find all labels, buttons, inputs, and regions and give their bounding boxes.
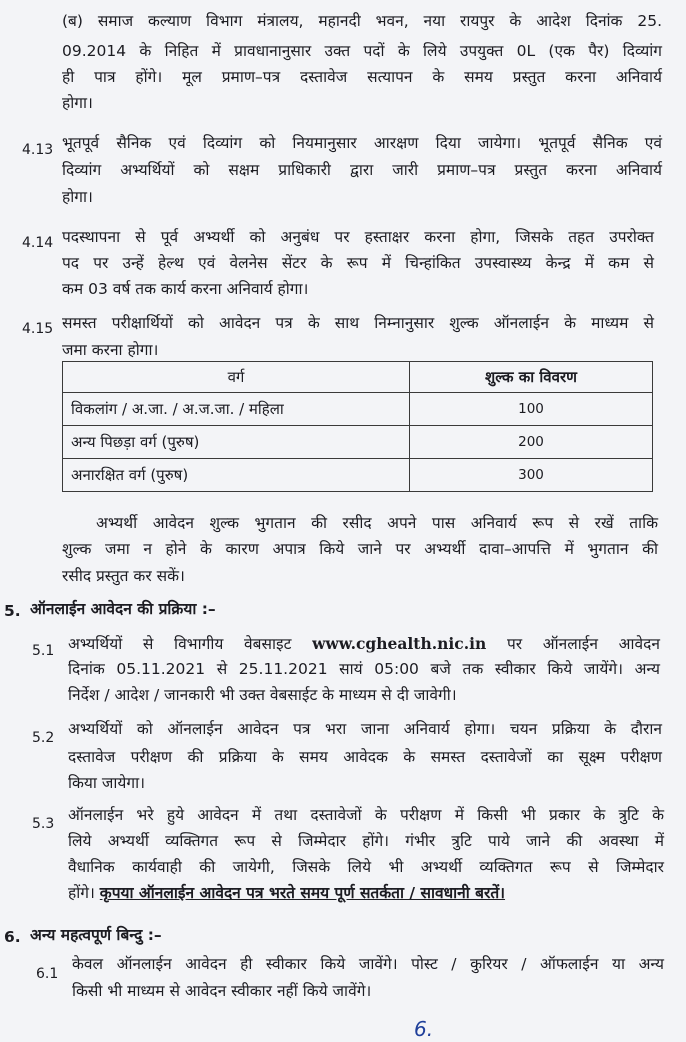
para-4-14-line-3: कम 03 वर्ष तक कार्य करना अनिवार्य होगा। <box>62 280 309 298</box>
para-b-line-3: ही पात्र होंगे। मूल प्रमाण–पत्र दस्तावेज सत्यापन के समय प्रस्तुत करना अनिवार्य <box>62 68 662 86</box>
para-5-1-line-3: निर्देश / आदेश / जानकारी भी उक्त वेबसाईट के माध्यम से दी जावेगी। <box>68 686 457 704</box>
section-5-title: ऑनलाईन आवेदन की प्रक्रिया :– <box>30 600 216 618</box>
section-6-number: 6. <box>4 928 21 946</box>
fee-amount-cell: 200 <box>410 426 653 459</box>
fee-table-header-fee: शुल्क का विवरण <box>410 362 653 393</box>
item-number-4-15: 4.15 <box>22 321 54 337</box>
website-url: www.cghealth.nic.in <box>312 634 487 653</box>
para-b-line-1: (ब) समाज कल्याण विभाग मंत्रालय, महानदी भवन, नया रायपुर के आदेश दिनांक 25. <box>62 12 662 30</box>
para-5-3-line-2: लिये अभ्यर्थी व्यक्तिगत रूप से जिम्मेदार होंगे। गंभीर त्रुटि पाये जाने की अवस्था में <box>68 832 664 850</box>
para-5-2-line-1: अभ्यर्थियों को ऑनलाईन आवेदन पत्र भरा जाना अनिवार्य होगा। चयन प्रक्रिया के दौरान <box>68 720 662 738</box>
para-4-13-line-1: भूतपूर्व सैनिक एवं दिव्यांग को नियमानुसार आरक्षण दिया जायेगा। भूतपूर्व सैनिक एवं <box>62 134 662 152</box>
para-4-13-line-2: दिव्यांग अभ्यर्थियों को सक्षम प्राधिकारी द्वारा जारी प्रमाण–पत्र प्रस्तुत करना अनिवार्य <box>62 161 662 179</box>
para-4-15-line-1: समस्त परीक्षार्थियों को आवेदन पत्र के साथ निम्नानुसार शुल्क ऑनलाईन के माध्यम से <box>62 314 654 332</box>
section-5-number: 5. <box>4 602 21 620</box>
table-row <box>63 393 653 426</box>
fee-table <box>62 361 653 492</box>
para-5-1-line-2: दिनांक 05.11.2021 से 25.11.2021 सायं 05:00 बजे तक स्वीकार किये जायेंगे। अन्य <box>68 660 660 678</box>
section-6-title: अन्य महत्वपूर्ण बिन्दु :– <box>30 926 162 944</box>
para-5-3-line-4 <box>68 882 505 905</box>
fee-note-line-1: अभ्यर्थी आवेदन शुल्क भुगतान की रसीद अपने पास अनिवार्य रूप से रखें ताकि <box>96 514 658 532</box>
para-4-13-line-3: होगा। <box>62 188 93 206</box>
para-5-1-line-1 <box>68 632 660 656</box>
table-row <box>63 426 653 459</box>
fee-amount-cell: 100 <box>410 393 653 426</box>
item-number-4-14: 4.14 <box>22 235 54 251</box>
fee-category-cell: विकलांग / अ.जा. / अ.ज.जा. / महिला <box>63 393 410 426</box>
para-5-3-line-3: वैधानिक कार्यवाही की जायेगी, जिसके लिये भी अभ्यर्थी व्यक्तिगत रूप से जिम्मेदार <box>68 858 664 876</box>
para-4-14-line-1: पदस्थापना से पूर्व अभ्यर्थी को अनुबंध पर हस्ताक्षर करना होगा, जिसके तहत उपरोक्त <box>62 228 654 246</box>
fee-category-cell: अनारक्षित वर्ग (पुरुष) <box>63 459 410 492</box>
fee-note-line-2: शुल्क जमा न होने के कारण अपात्र किये जाने पर अभ्यर्थी दावा–आपत्ति में भुगतान की <box>62 540 658 558</box>
para-5-2-line-3: किया जायेगा। <box>68 774 145 792</box>
para-5-1-text-b: पर ऑनलाईन आवेदन <box>506 635 660 653</box>
para-5-3-text-a: होंगे। <box>68 884 95 902</box>
caution-note: कृपया ऑनलाईन आवेदन पत्र भरते समय पूर्ण सतर्कता / सावधानी बरतें। <box>99 884 506 902</box>
para-5-3-line-1: ऑनलाईन भरे हुये आवेदन में तथा दस्तावेजों के परीक्षण में किसी भी प्रकार के त्रुटि के <box>68 806 664 824</box>
para-b-line-4: होगा। <box>62 94 93 112</box>
table-row <box>63 459 653 492</box>
fee-table-header-category: वर्ग <box>63 362 410 393</box>
para-6-1-line-2: किसी भी माध्यम से आवेदन स्वीकार नहीं किये जावेंगे। <box>72 982 372 1000</box>
para-6-1-line-1: केवल ऑनलाईन आवेदन ही स्वीकार किये जावेंगे। पोस्ट / कुरियर / ऑफलाईन या अन्य <box>72 955 664 973</box>
para-4-14-line-2: पद पर उन्हें हेल्थ एवं वेलनेस सेंटर के रूप में चिन्हांकित उपस्वास्थ्य केन्द्र में कम से <box>62 254 654 272</box>
fee-table-header-row <box>63 362 653 393</box>
para-b-line-2: 09.2014 के निहित में प्रावधानानुसार उक्त पदों के लिये उपयुक्त 0L (एक पैर) दिव्यांग <box>62 42 662 60</box>
item-number-5-2: 5.2 <box>32 730 55 746</box>
item-number-4-13: 4.13 <box>22 142 54 158</box>
para-4-15-line-2: जमा करना होगा। <box>62 341 159 359</box>
item-number-5-1: 5.1 <box>32 643 55 659</box>
fee-note-line-3: रसीद प्रस्तुत कर सकें। <box>62 567 185 585</box>
item-number-5-3: 5.3 <box>32 816 55 832</box>
fee-amount-cell: 300 <box>410 459 653 492</box>
fee-category-cell: अन्य पिछड़ा वर्ग (पुरुष) <box>63 426 410 459</box>
item-number-6-1: 6.1 <box>36 966 59 982</box>
para-5-2-line-2: दस्तावेज परीक्षण की प्रक्रिया के समय आवेदक के समस्त दस्तावेजों का सूक्ष्म परीक्षण <box>68 748 662 766</box>
page-number: 6. <box>414 1017 434 1041</box>
para-5-1-text-a: अभ्यर्थियों से विभागीय वेबसाइट <box>68 635 292 653</box>
